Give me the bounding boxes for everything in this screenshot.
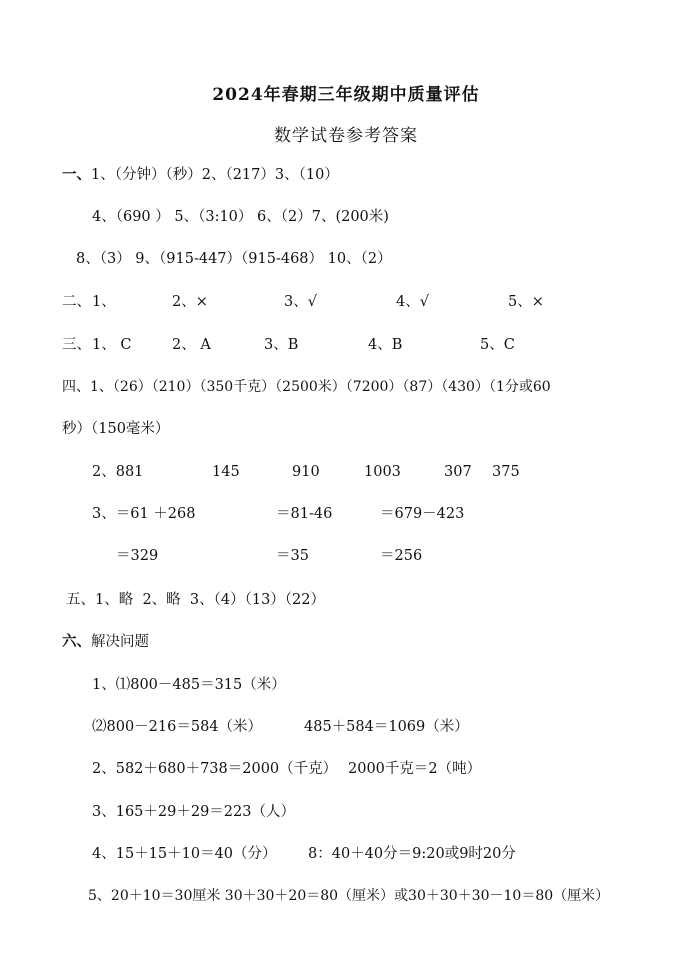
section-6-answer-3: 3、165＋29＋29＝223（人）: [92, 804, 295, 820]
section-6-answer-1: 1、⑴800－485＝315（米）: [92, 677, 286, 693]
section-2-item-2: 2、×: [172, 294, 208, 310]
section-4-q3-c: ＝679－423: [380, 506, 465, 522]
section-1-text-1: 1、（分钟）（秒）2、（217）3、（10）: [91, 167, 339, 183]
section-1-line-1: [62, 165, 339, 185]
section-1-line-3: 8、（3） 9、（915-447）（915-468） 10、（2）: [76, 251, 392, 267]
section-4-q2-f: 375: [492, 464, 520, 480]
page-subtitle: 数学试卷参考答案: [274, 126, 418, 146]
section-6-answer-1b-a: ⑵800－216＝584（米）: [92, 719, 263, 735]
section-2-label: 二、: [62, 294, 91, 310]
section-5-line: [66, 590, 325, 610]
section-4-q3-result-a: ＝329: [116, 548, 159, 564]
section-3-label: 三、: [62, 337, 91, 353]
section-4-q2-d: 1003: [364, 464, 401, 480]
section-3-item-1: 1、 C: [92, 337, 132, 353]
section-4-q2-b: 145: [212, 464, 240, 480]
section-1-line-2: 4、（690 ） 5、（3:10） 6、（2）7、(200米): [92, 209, 389, 225]
section-3-item-2: 2、 A: [172, 337, 211, 353]
section-2-item-4: 4、√: [396, 294, 429, 310]
section-6-answer-1b-b: 485＋584＝1069（米）: [304, 719, 469, 735]
section-6-title: 解决问题: [91, 634, 149, 650]
section-4-q3-result-c: ＝256: [380, 548, 423, 564]
section-6-answer-5: 5、20＋10＝30厘米 30＋30＋20＝80（厘米）或30＋30＋30－10＝80（厘米）: [88, 888, 610, 904]
section-6-answer-4b: 8：40＋40分＝9:20或9时20分: [308, 846, 516, 862]
section-4-label: 四、: [62, 379, 90, 395]
section-4-text-1: 1、（26）（210）（350千克）（2500米）（7200）（87）（430）（1分或60: [90, 379, 551, 395]
section-4-q2-c: 910: [292, 464, 320, 480]
section-4-q2-e: 307: [444, 464, 472, 480]
section-1-label: 一、: [62, 166, 91, 183]
section-4-q3-result-b: ＝35: [276, 548, 309, 564]
section-6-label: 六、: [62, 633, 91, 650]
section-4-q2-a: 2、881: [92, 464, 144, 480]
section-3-item-4: 4、B: [368, 337, 403, 353]
section-4-q3-b: ＝81-46: [276, 506, 333, 522]
section-3-item-5: 5、C: [480, 337, 515, 353]
section-5-label: 五、: [66, 592, 95, 608]
section-2-item-1: 1、: [92, 294, 116, 310]
section-6-answer-2b: 2000千克＝2（吨）: [348, 761, 482, 777]
section-4-q3-a: 3、＝61 ＋268: [92, 506, 196, 522]
section-6-heading: [62, 632, 149, 652]
section-4-line-1b: 秒）（150毫米）: [62, 421, 170, 437]
section-6-answer-2a: 2、582＋680＋738＝2000（千克）: [92, 761, 338, 777]
page-title: 2024年春期三年级期中质量评估: [212, 85, 480, 105]
section-4-line-1: [62, 377, 551, 397]
section-6-answer-4a: 4、15＋15＋10＝40（分）: [92, 846, 277, 862]
section-5-text: 1、略 2、略 3、（4）（13）（22）: [95, 592, 325, 608]
section-2-item-5: 5、×: [508, 294, 544, 310]
section-3-item-3: 3、B: [264, 337, 299, 353]
section-2-item-3: 3、√: [284, 294, 317, 310]
